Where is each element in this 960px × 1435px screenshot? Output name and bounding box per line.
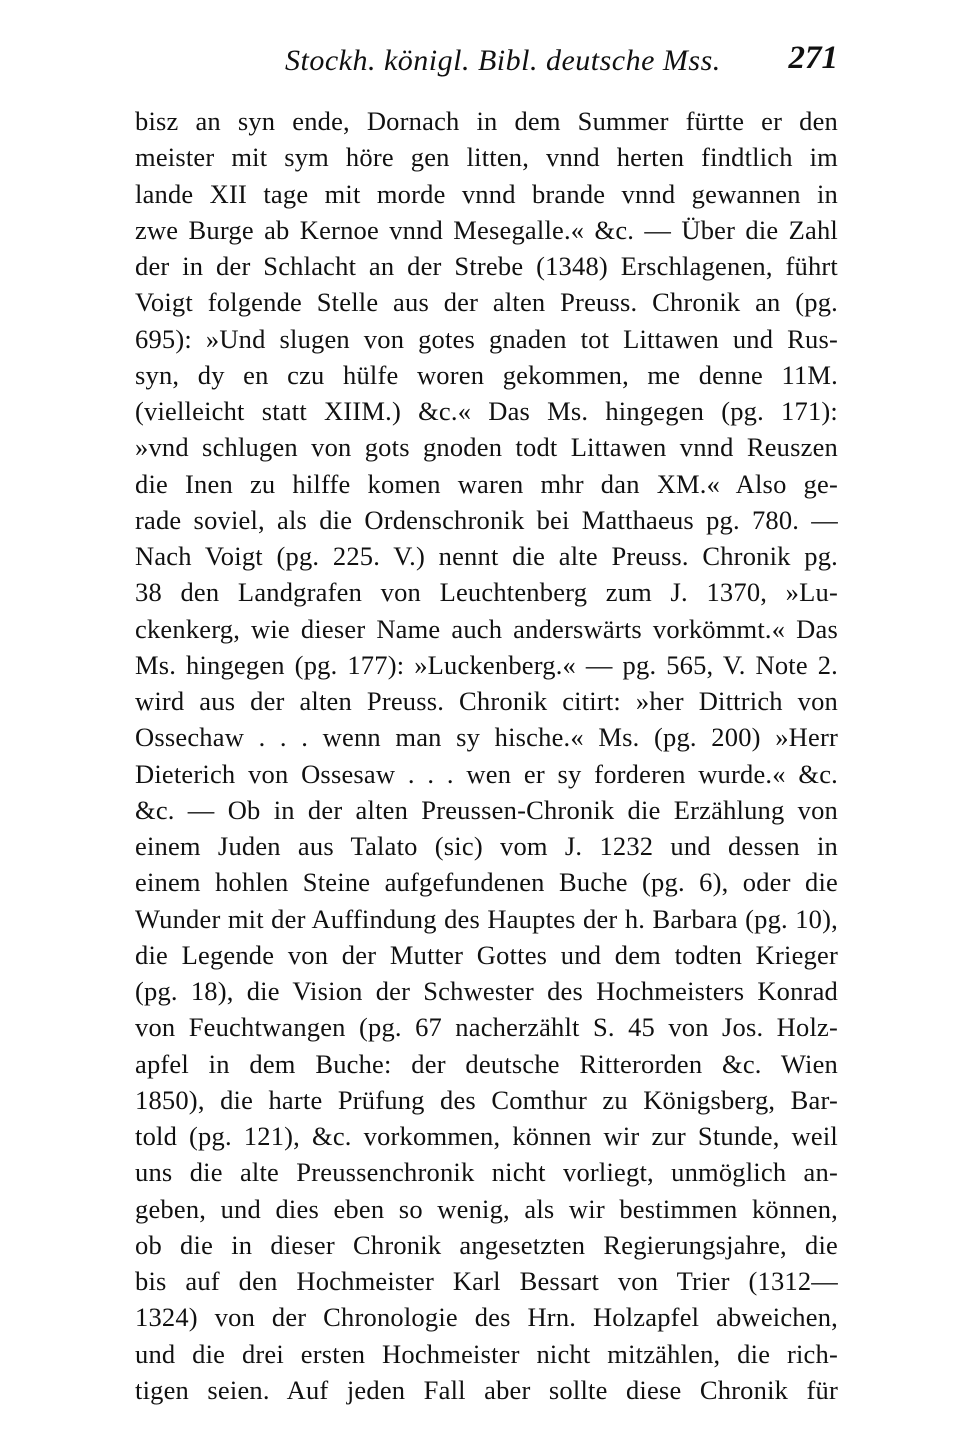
text-line: ob die in dieser Chronik angesetzten Regierungsjahre, die: [135, 1229, 838, 1260]
text-line: einem Juden aus Talato (sic) vom J. 1232 und dessen in: [135, 831, 838, 861]
text-line: syn, dy en czu hülfe woren gekommen, me denne 11M.: [135, 359, 838, 390]
text-line: »vnd schlugen von gots gnoden todt Littawen vnnd Reuszen: [135, 432, 838, 463]
text-line: ckenkerg, wie dieser Name auch anderswärts vorkömmt.« Das: [135, 613, 838, 644]
text-line: Voigt folgende Stelle aus der alten Preuss. Chronik an (pg.: [135, 287, 838, 318]
text-line: 1850), die harte Prüfung des Comthur zu Königsberg, Bar-: [135, 1084, 838, 1115]
text-line: die Legende von der Mutter Gottes und dem todten Krieger: [135, 939, 838, 970]
text-line: uns die alte Preussenchronik nicht vorliegt, unmöglich an-: [135, 1157, 838, 1188]
text-line: 1324) von der Chronologie des Hrn. Holzapfel abweichen,: [135, 1302, 838, 1333]
text-line: bisz an syn ende, Dornach in dem Summer fürtte er den: [135, 106, 838, 136]
text-line: 695): »Und slugen von gotes gnaden tot Littawen und Rus-: [135, 323, 838, 354]
text-line: von Feuchtwangen (pg. 67 nacherzählt S. 45 von Jos. Holz-: [135, 1012, 838, 1043]
running-head-title: Stockh. königl. Bibl. deutsche Mss.: [285, 44, 721, 77]
text-line: Nach Voigt (pg. 225. V.) nennt die alte Preuss. Chronik pg.: [135, 541, 838, 571]
text-line: Dieterich von Ossesaw . . . wen er sy forderen wurde.« &c.: [135, 758, 838, 789]
page-number: 271: [788, 40, 838, 76]
running-head: [135, 40, 838, 84]
text-line: die Inen zu hilffe komen waren mhr dan XM.« Also ge-: [135, 468, 838, 499]
text-line: Ossechaw . . . wenn man sy hische.« Ms. (pg. 200) »Herr: [135, 722, 838, 753]
text-line: zwe Burge ab Kernoe vnnd Mesegalle.« &c. — Über die Zahl: [135, 214, 838, 245]
text-line: der in der Schlacht an der Strebe (1348) Erschlagenen, führt: [135, 251, 838, 281]
text-line: meister mit sym höre gen litten, vnnd herten findtlich im: [135, 142, 838, 173]
text-line: &c. — Ob in der alten Preussen-Chronik die Erzählung von: [135, 794, 838, 825]
text-line: einem hohlen Steine aufgefundenen Buche (pg. 6), oder die: [135, 867, 838, 898]
body-text: [135, 103, 838, 1408]
text-line: apfel in dem Buche: der deutsche Ritterorden &c. Wien: [135, 1048, 838, 1079]
text-line: geben, und dies eben so wenig, als wir bestimmen können,: [135, 1193, 838, 1224]
text-line: (vielleicht statt XIIM.) &c.« Das Ms. hingegen (pg. 171):: [135, 396, 838, 426]
text-line: (pg. 18), die Vision der Schwester des Hochmeisters Konrad: [135, 976, 838, 1006]
text-line: rade soviel, als die Ordenschronik bei Matthaeus pg. 780. —: [135, 504, 838, 535]
text-line: told (pg. 121), &c. vorkommen, können wir zur Stunde, weil: [135, 1121, 838, 1151]
text-line: lande XII tage mit morde vnnd brande vnnd gewannen in: [135, 178, 838, 209]
text-line: Ms. hingegen (pg. 177): »Luckenberg.« — pg. 565, V. Note 2.: [135, 649, 838, 680]
text-line: wird aus der alten Preuss. Chronik citirt: »her Dittrich von: [135, 686, 838, 716]
text-line: tigen seien. Auf jeden Fall aber sollte diese Chronik für: [135, 1374, 838, 1405]
text-line: bis auf den Hochmeister Karl Bessart von Trier (1312—: [135, 1266, 838, 1296]
text-line: 38 den Landgrafen von Leuchtenberg zum J. 1370, »Lu-: [135, 577, 838, 608]
text-line: und die drei ersten Hochmeister nicht mitzählen, die rich-: [135, 1338, 838, 1369]
text-line: Wunder mit der Auffindung des Hauptes der h. Barbara (pg. 10),: [135, 903, 838, 934]
